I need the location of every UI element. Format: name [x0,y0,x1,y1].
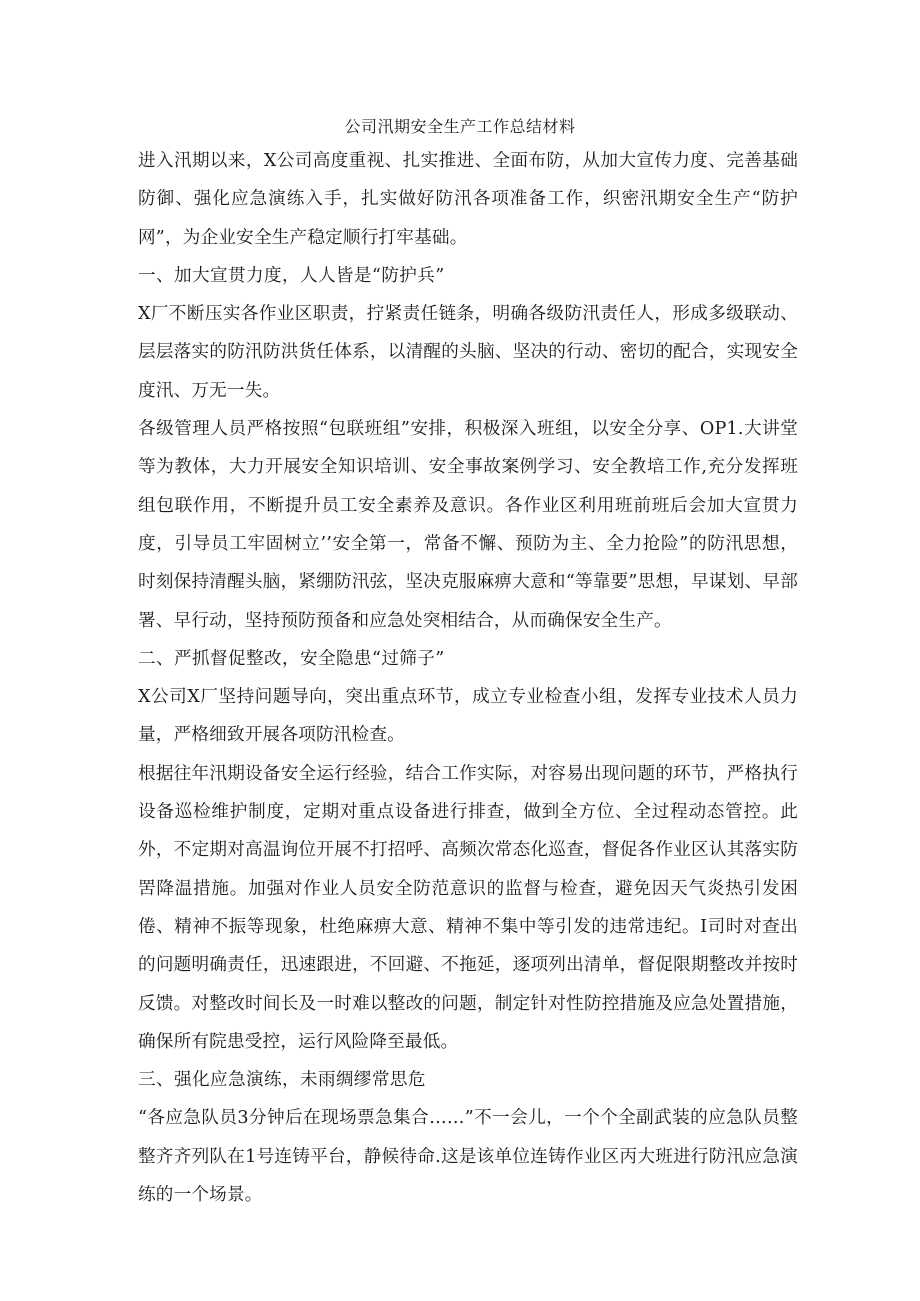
body-paragraph: 根据往年汛期设备安全运行经验，结合工作实际，对容易出现问题的环节，严格执行设备巡检维护制度，定期对重点设备进行排查，做到全方位、全过程动态管控。此外，不定期对高温询位开展不打招呼、高频次常态化巡查，督促各作业区认其落实防罟降温措施。加强对作业人员安全防范意识的监督与检查，避免因天气炎热引发困倦、精神不振等现象，杜绝麻痹大意、精神不集中等引发的违常违纪。I司时对查出的问题明确责任，迅速跟进，不回避、不拖延，逐项列出清单，督促限期整改并按时反馈。对整改时间长及一时难以整改的问题，制定针对性防控措施及应急处置措施，确保所有院患受控，运行风险降至最低。 [138,763,798,1052]
section-heading-3: 三、强化应急演练，未雨绸缪常思危 [138,1070,426,1091]
body-paragraph: X厂不断压实各作业区职责，拧紧责任链条，明确各级防汛责任人，形成多级联动、层层落实的防汛防洪货任体系，以清醒的头脑、坚决的行动、密切的配合，实现安全度汛、万无一失。 [138,304,798,401]
body-paragraph: X公司X厂坚持问题导向，突出重点环节，成立专业检查小组，发挥专业技术人员力量，严格细致开展各项防汛检查。 [138,687,798,746]
body-paragraph: 各级管理人员严格按照“包联班组”安排，积极深入班组，以安全分享、OP1.大讲堂等为教体，大力开展安全知识培训、安全事故案例学习、安全教培工作,充分发挥班组包联作用，不断提升员工安全素养及意识。各作业区利用班前班后会加大宣贯力度，引导员工牢固树立’’安全第一，常备不懈、预防为主、全力抢险”的防汛思想，时刻保持清醒头脑，紧绷防汛弦，坚决克服麻痹大意和“等靠要”思想，早谋划、早部署、早行动，坚持预防预备和应急处突相结合，从而确保安全生产。 [138,419,798,631]
section-heading-1: 一、加大宣贯力度，人人皆是“防护兵” [138,265,445,286]
body-paragraph: “各应急队员3分钟后在现场票急集合……”不一会儿，一个个全副武装的应急队员整整齐齐列队在1号连铸平台，静候待命.这是该单位连铸作业区丙大班进行防汛应急演练的一个场景。 [138,1108,798,1206]
document-body [138,142,798,1214]
intro-paragraph: 进入汛期以来，X公司高度重视、扎实推进、全面布防，从加大宣传力度、完善基础防御、强化应急演练入手，扎实做好防汛各项准备工作，织密汛期安全生产“防护网”，为企业安全生产稳定顺行打牢基础。 [138,151,798,248]
section-heading-2: 二、严抓督促整改，安全隐患“过筛子” [138,648,445,669]
document-title: 公司汛期安全生产工作总结材料 [344,117,576,136]
